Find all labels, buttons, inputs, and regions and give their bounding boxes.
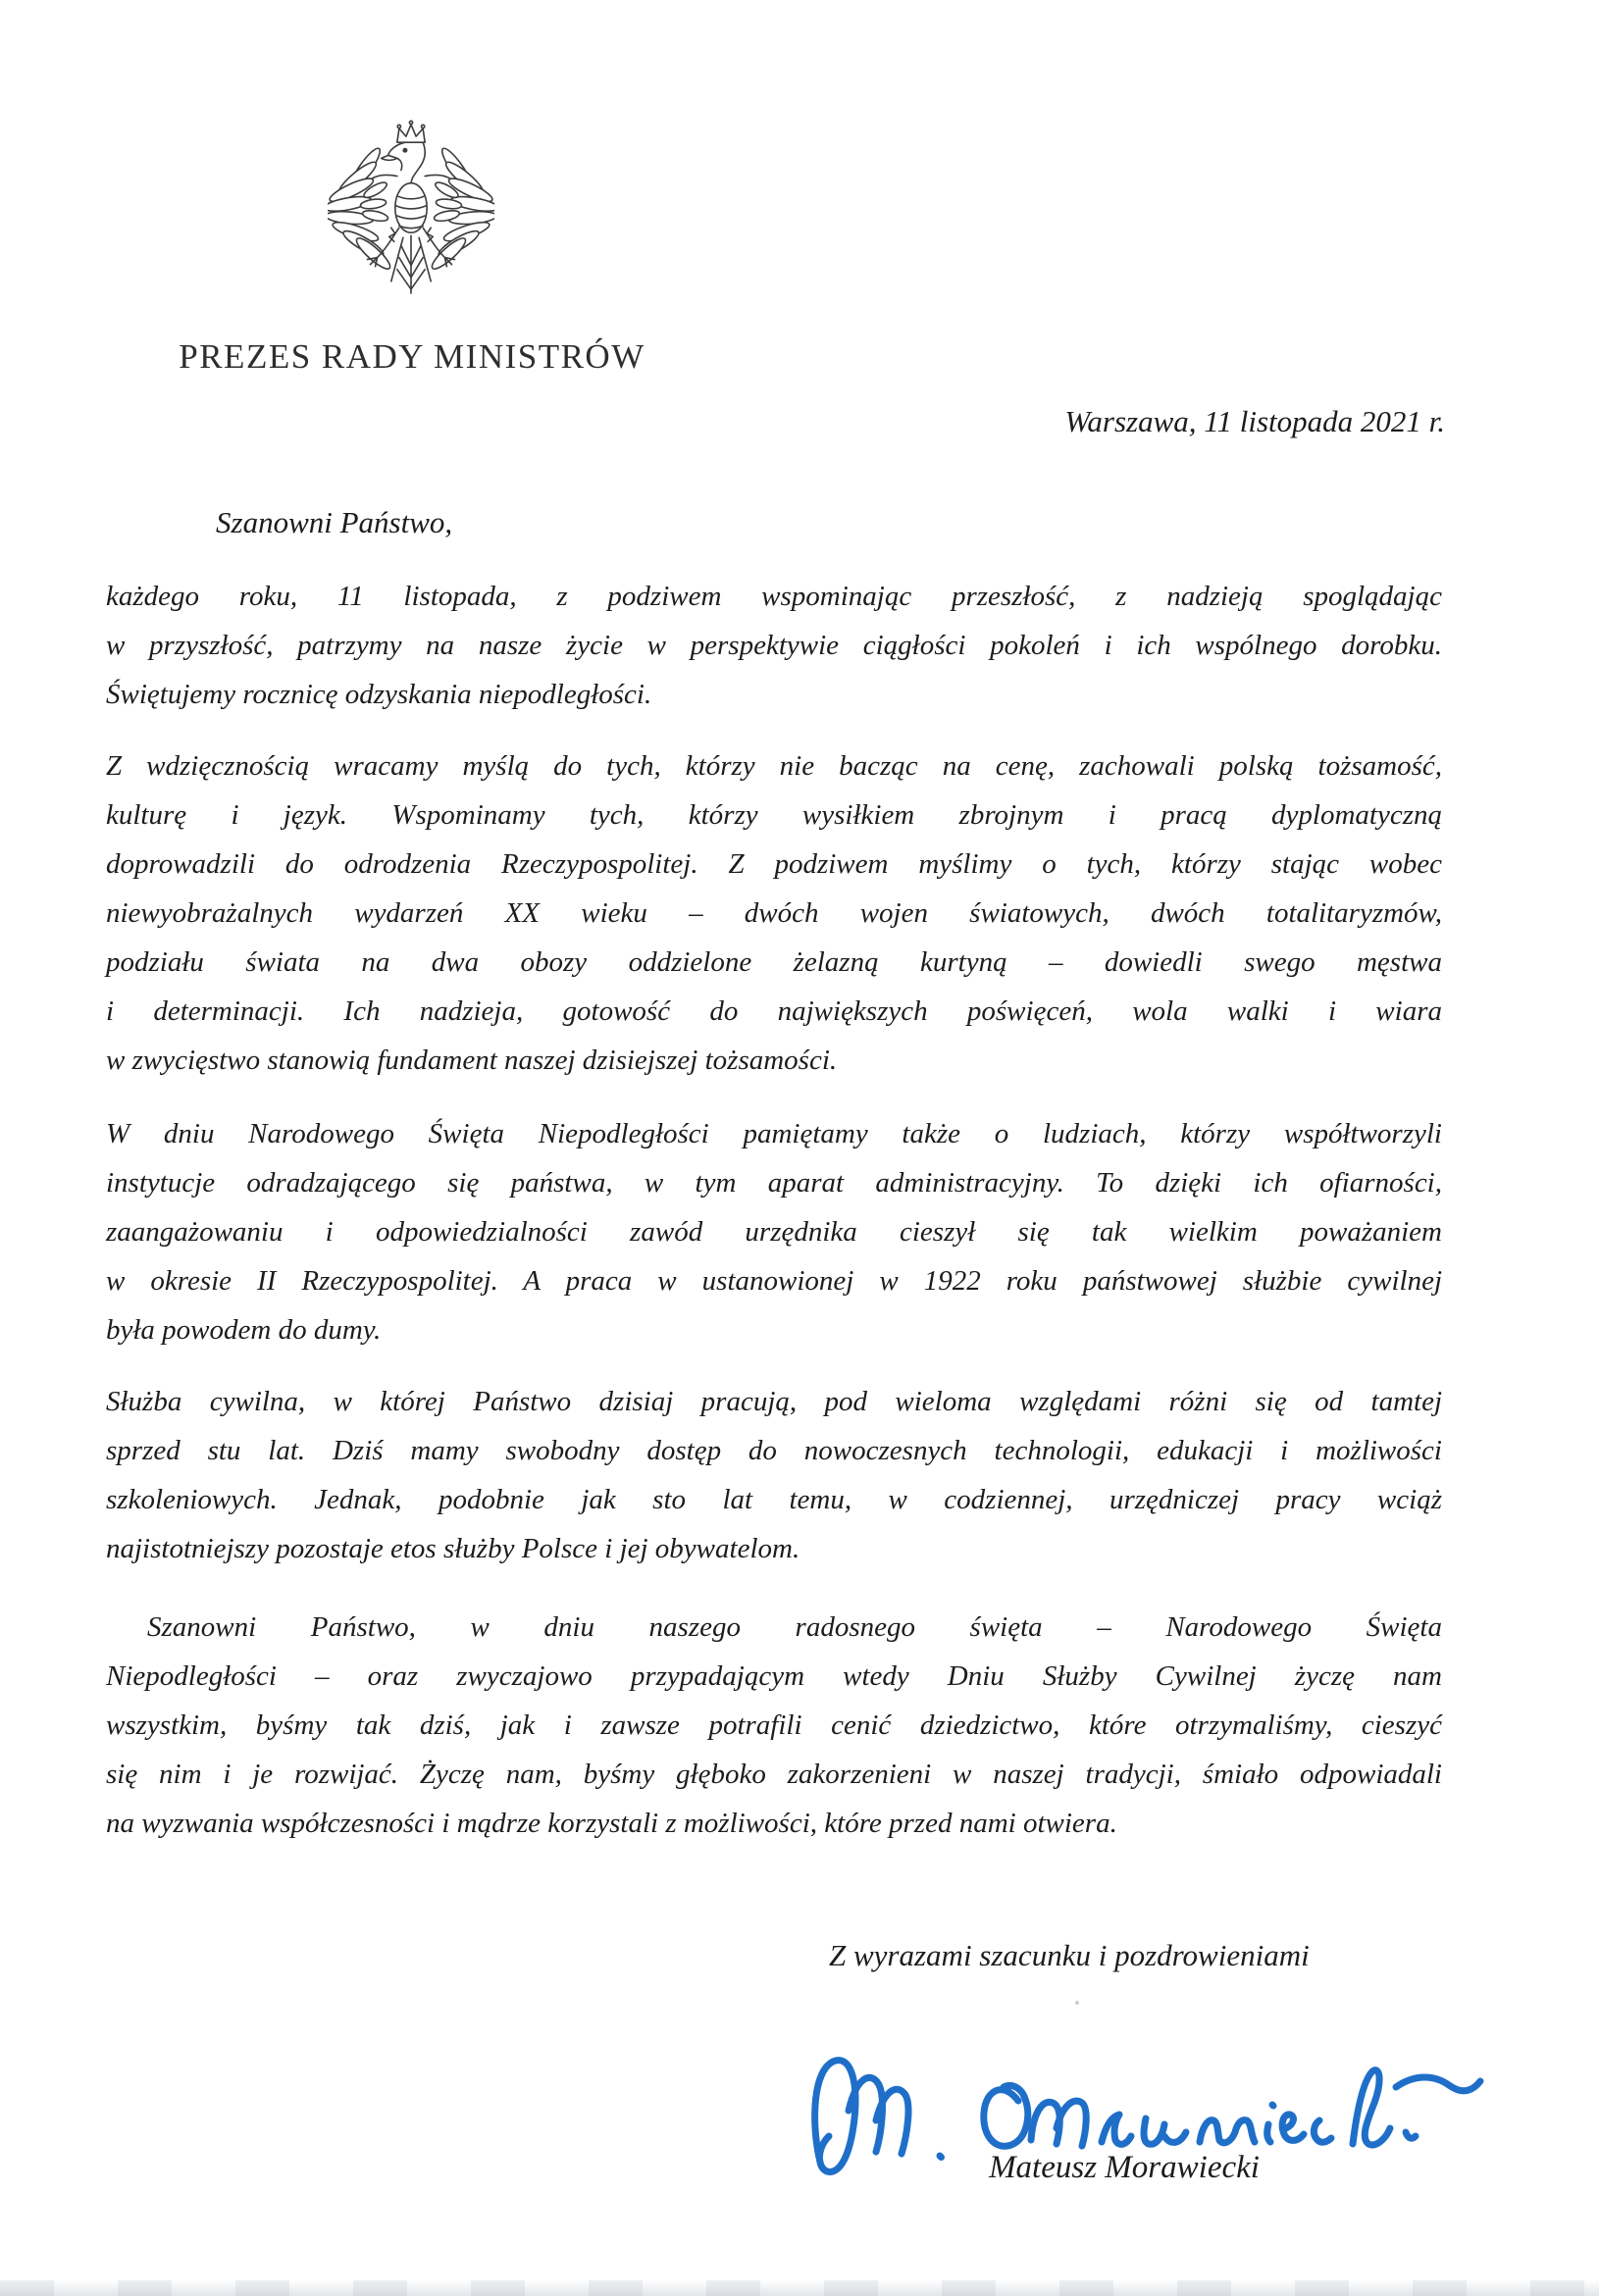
- date-line: Warszawa, 11 listopada 2021 r.: [1064, 404, 1445, 438]
- paragraph-line: się nim i je rozwijać. Życzę nam, byśmy głęboko zakorzenieni w naszej tradycji, śmiało odpowiadali: [106, 1759, 1442, 1790]
- paragraph-line: W dniu Narodowego Święta Niepodległości pamiętamy także o ludziach, którzy współtworzyli: [106, 1118, 1442, 1149]
- paragraph-4: [106, 1377, 1442, 1573]
- paragraph-line: Z wdzięcznością wracamy myślą do tych, którzy nie bacząc na cenę, zachowali polską tożsamość,: [106, 750, 1442, 782]
- paragraph-line: Niepodległości – oraz zwyczajowo przypadającym wtedy Dniu Służby Cywilnej życzę nam: [106, 1660, 1442, 1692]
- letterhead-title: PREZES RADY MINISTRÓW: [179, 337, 645, 376]
- paragraph-line: na wyzwania współczesności i mądrze korzystali z możliwości, które przed nami otwiera.: [106, 1808, 1117, 1839]
- paragraph-line: Służba cywilna, w której Państwo dzisiaj pracują, pod wieloma względami różni się od tamtej: [106, 1386, 1442, 1417]
- paragraph-line: była powodem do dumy.: [106, 1314, 382, 1346]
- paragraph-line: w zwycięstwo stanowią fundament naszej dzisiejszej tożsamości.: [106, 1045, 838, 1076]
- eagle-tail: [391, 235, 431, 293]
- paragraph-line: Świętujemy rocznicę odzyskania niepodległości.: [106, 679, 652, 710]
- paragraph-2: [106, 741, 1442, 1085]
- scan-bottom-artifact: [0, 2280, 1599, 2296]
- paragraph-line: najistotniejszy pozostaje etos służby Polsce i jej obywatelom.: [106, 1533, 800, 1564]
- paragraph-line: szkoleniowych. Jednak, podobnie jak sto lat temu, w codziennej, urzędniczej pracy wciąż: [106, 1484, 1442, 1515]
- paragraph-line: kulturę i język. Wspominamy tych, którzy wysiłkiem zbrojnym i pracą dyplomatyczną: [106, 799, 1442, 831]
- paragraph-line: zaangażowaniu i odpowiedzialności zawód urzędnika cieszył się tak wielkim poważaniem: [106, 1216, 1442, 1248]
- paragraph-line: w okresie II Rzeczypospolitej. A praca w ustanowionej w 1922 roku państwowej służbie cywilnej: [106, 1265, 1442, 1297]
- paragraph-line: Szanowni Państwo, w dniu naszego radosnego święta – Narodowego Święta: [147, 1611, 1442, 1643]
- paragraph-line: każdego roku, 11 listopada, z podziwem wspominając przeszłość, z nadzieją spoglądając: [106, 581, 1442, 612]
- paragraph-5: [106, 1603, 1442, 1848]
- paragraph-line: i determinacji. Ich nadzieja, gotowość do największych poświęceń, wola walki i wiara: [106, 995, 1442, 1027]
- paragraph-line: wszystkim, byśmy tak dziś, jak i zawsze potrafili cenić dziedzictwo, które otrzymaliśmy, cieszyć: [106, 1709, 1442, 1741]
- eagle-left-wing: [328, 145, 397, 273]
- paragraph-line: sprzed stu lat. Dziś mamy swobodny dostęp do nowoczesnych technologii, edukacji i możliwości: [106, 1435, 1442, 1466]
- eagle-crown: [397, 121, 425, 142]
- paragraph-line: doprowadzili do odrodzenia Rzeczypospolitej. Z podziwem myślimy o tych, którzy stając wobec: [106, 848, 1442, 880]
- paragraph-3: [106, 1109, 1442, 1354]
- paragraph-line: niewyobrażalnych wydarzeń XX wieku – dwóch wojen światowych, dwóch totalitaryzmów,: [106, 897, 1442, 929]
- closing-line: Z wyrazami szacunku i pozdrowieniami: [829, 1938, 1310, 1972]
- scan-speck: [1075, 2001, 1079, 2005]
- eagle-body: [395, 183, 427, 233]
- paragraph-1: [106, 572, 1442, 719]
- paragraph-line: podziału świata na dwa obozy oddzielone żelazną kurtyną – dowiedli swego męstwa: [106, 946, 1442, 978]
- signatory-printed-name: Mateusz Morawiecki: [989, 2150, 1260, 2185]
- eagle-right-wing: [425, 145, 494, 273]
- salutation: Szanowni Państwo,: [216, 505, 453, 539]
- paragraph-line: instytucje odradzającego się państwa, w tym aparat administracyjny. To dzięki ich ofiarności,: [106, 1167, 1442, 1199]
- paragraph-line: w przyszłość, patrzymy na nasze życie w perspektywie ciągłości pokoleń i ich wspólnego dorobku.: [106, 630, 1442, 661]
- eagle-head: [382, 142, 426, 183]
- polish-eagle-emblem-icon: [328, 116, 494, 308]
